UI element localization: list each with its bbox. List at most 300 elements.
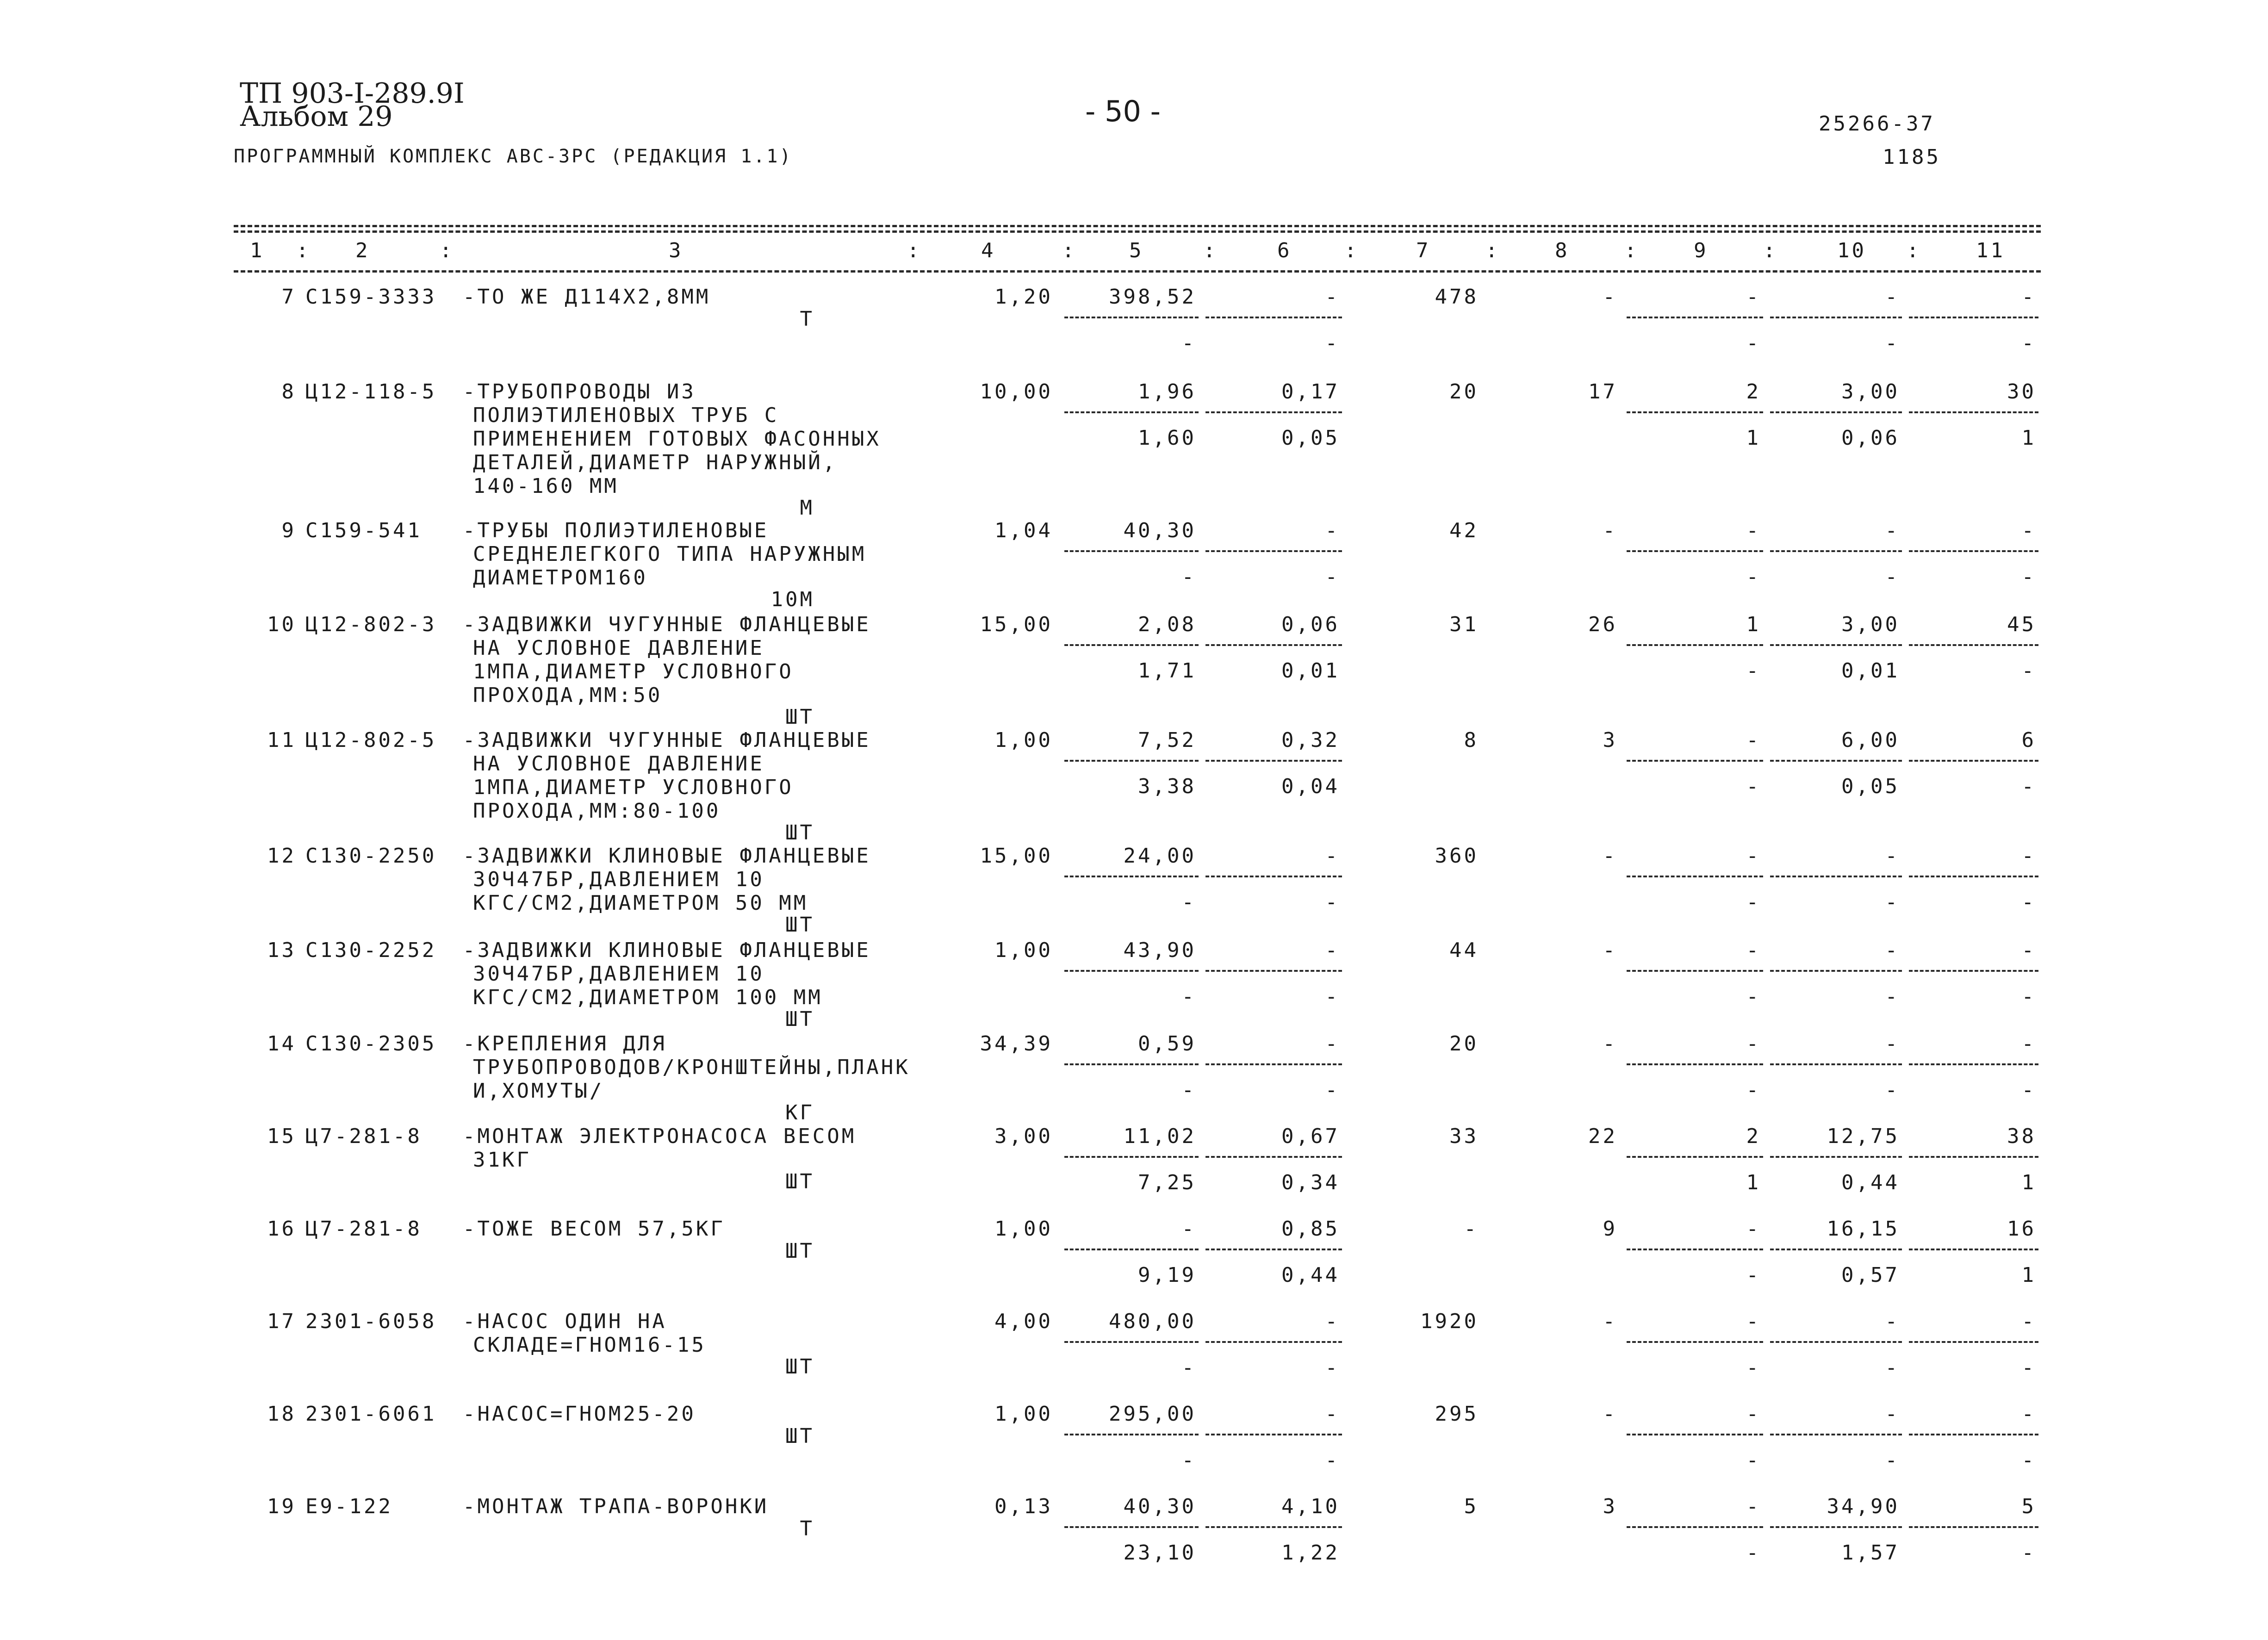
cell-c10: - [1885, 1032, 1900, 1056]
cell-c8: 3 [1603, 728, 1617, 752]
row-description-line: -НАСОС=ГНОМ25-20 [463, 1402, 696, 1426]
cell-c6-sub: 0,44 [1281, 1263, 1340, 1287]
row-code: Ц12-802-3 [305, 613, 437, 636]
cell-c10: 12,75 [1827, 1124, 1900, 1148]
cell-c5-sub: 1,60 [1138, 426, 1196, 450]
column-separator: : [1907, 239, 1921, 262]
row-description-line: КГС/СМ2,ДИАМЕТРОМ 50 ММ [473, 891, 808, 915]
cell-c5: 40,30 [1123, 1495, 1196, 1518]
row-description-line: НА УСЛОВНОЕ ДАВЛЕНИЕ [473, 636, 764, 660]
row-description-line: 1МПА,ДИАМЕТР УСЛОВНОГО [473, 660, 794, 683]
row-number: 13 [267, 938, 296, 962]
cell-c10-sub: - [1885, 1078, 1900, 1102]
cell-c4: 4,00 [994, 1310, 1053, 1333]
cell-c8: - [1603, 285, 1617, 309]
cell-c6-sub: 0,34 [1281, 1171, 1340, 1194]
cell-divider [1770, 1526, 1902, 1528]
cell-c4: 3,00 [994, 1124, 1053, 1148]
cell-c11: - [2021, 844, 2036, 868]
cell-divider [1627, 411, 1763, 413]
cell-divider [1205, 644, 1342, 646]
cell-c10-sub: 0,44 [1841, 1171, 1900, 1194]
cell-c6-sub: - [1325, 1078, 1340, 1102]
cell-c9: - [1746, 844, 1761, 868]
cell-c10-sub: - [1885, 985, 1900, 1008]
cell-c11: - [2021, 519, 2036, 542]
cell-c5-sub: 9,19 [1138, 1263, 1196, 1287]
cell-c11: - [2021, 1310, 2036, 1333]
cell-c5-sub: - [1181, 1078, 1196, 1102]
cell-c11-sub: 1 [2021, 426, 2036, 450]
cell-divider [1064, 1249, 1199, 1250]
row-description-line: 140-160 ММ [473, 474, 619, 498]
cell-divider [1770, 1249, 1902, 1250]
row-description-line: 30Ч47БР,ДАВЛЕНИЕМ 10 [473, 962, 764, 986]
cell-c6: 4,10 [1281, 1495, 1340, 1518]
document-code: 25266-37 [1819, 112, 1935, 136]
cell-c9: - [1746, 519, 1761, 542]
cell-c9: 2 [1746, 1124, 1761, 1148]
cell-c7: 5 [1464, 1495, 1479, 1518]
cell-divider [1064, 550, 1199, 552]
column-separator: : [907, 239, 922, 262]
cell-c5: 480,00 [1109, 1310, 1196, 1333]
cell-c9: - [1746, 285, 1761, 309]
column-header-4: 4 [981, 239, 996, 262]
column-separator: : [1763, 239, 1778, 262]
cell-divider [1205, 1249, 1342, 1250]
cell-divider [1770, 317, 1902, 318]
cell-c4: 10,00 [980, 380, 1053, 404]
cell-c10-sub: - [1885, 331, 1900, 355]
cell-divider [1770, 550, 1902, 552]
cell-c9: - [1746, 1217, 1761, 1241]
row-code: Ц12-118-5 [305, 380, 437, 404]
cell-divider [1909, 644, 2038, 646]
row-number: 17 [267, 1310, 296, 1333]
cell-divider [1627, 1156, 1763, 1158]
cell-c11: - [2021, 285, 2036, 309]
cell-c9-sub: - [1746, 659, 1761, 683]
row-description-line: И,ХОМУТЫ/ [473, 1079, 604, 1103]
cell-divider [1909, 1156, 2038, 1158]
cell-c11: 6 [2021, 728, 2036, 752]
cell-divider [1627, 550, 1763, 552]
top-rule-2 [234, 230, 2041, 233]
cell-c6: 0,06 [1281, 613, 1340, 636]
series-title: ТП 903-I-289.9I [240, 77, 465, 110]
row-description-line: КГС/СМ2,ДИАМЕТРОМ 100 ММ [473, 986, 823, 1009]
cell-c6-sub: 0,01 [1281, 659, 1340, 683]
cell-c6-sub: - [1325, 985, 1340, 1008]
cell-c6-sub: 1,22 [1281, 1541, 1340, 1565]
column-separator: : [1344, 239, 1359, 262]
cell-c11: - [2021, 1402, 2036, 1426]
cell-divider [1064, 1434, 1199, 1435]
cell-divider [1205, 876, 1342, 877]
cell-c10: - [1885, 1402, 1900, 1426]
cell-c10-sub: 0,06 [1841, 426, 1900, 450]
header-bottom-rule [234, 270, 2041, 273]
cell-c10-sub: 1,57 [1841, 1541, 1900, 1565]
cell-divider [1064, 760, 1199, 762]
cell-c9-sub: - [1746, 331, 1761, 355]
cell-c5: 1,96 [1138, 380, 1196, 404]
row-number: 19 [267, 1495, 296, 1518]
cell-c5-sub: - [1181, 565, 1196, 589]
cell-c5-sub: - [1181, 890, 1196, 914]
cell-divider [1909, 550, 2038, 552]
cell-c5-sub: - [1181, 1356, 1196, 1379]
cell-divider [1909, 1434, 2038, 1435]
cell-divider [1909, 760, 2038, 762]
row-unit: КГ [785, 1101, 814, 1124]
cell-c10-sub: - [1885, 890, 1900, 914]
column-separator: : [1203, 239, 1218, 262]
cell-c5-sub: - [1181, 1448, 1196, 1472]
row-code: 2301-6061 [305, 1402, 437, 1426]
cell-c5-sub: 1,71 [1138, 659, 1196, 683]
cell-divider [1627, 876, 1763, 877]
cell-c11: 5 [2021, 1495, 2036, 1518]
cell-c11: 16 [2007, 1217, 2036, 1241]
row-unit: ШТ [785, 705, 814, 729]
row-code: С159-541 [305, 519, 422, 542]
row-number: 8 [281, 380, 296, 404]
row-number: 16 [267, 1217, 296, 1241]
row-description-line: -ТОЖЕ ВЕСОМ 57,5КГ [463, 1217, 725, 1241]
cell-divider [1627, 1063, 1763, 1065]
row-description-line: -НАСОС ОДИН НА [463, 1310, 667, 1333]
row-number: 11 [267, 728, 296, 752]
cell-c6: - [1325, 519, 1340, 542]
row-description-line: ТРУБОПРОВОДОВ/КРОНШТЕЙНЫ,ПЛАНК [473, 1056, 910, 1079]
cell-c7: 360 [1435, 844, 1479, 868]
cell-divider [1909, 1526, 2038, 1528]
cell-c6: - [1325, 1310, 1340, 1333]
cell-divider [1627, 1341, 1763, 1343]
cell-divider [1064, 1341, 1199, 1343]
cell-c9-sub: - [1746, 1356, 1761, 1379]
row-number: 10 [267, 613, 296, 636]
cell-c4: 15,00 [980, 613, 1053, 636]
row-description-line: 30Ч47БР,ДАВЛЕНИЕМ 10 [473, 868, 764, 891]
cell-c9-sub: 1 [1746, 1171, 1761, 1194]
row-code: 2301-6058 [305, 1310, 437, 1333]
row-description-line: -ЗАДВИЖКИ ЧУГУННЫЕ ФЛАНЦЕВЫЕ [463, 728, 871, 752]
cell-c7: 295 [1435, 1402, 1479, 1426]
cell-c10: - [1885, 938, 1900, 962]
column-separator: : [1062, 239, 1077, 262]
row-description-line: ПРОХОДА,ММ:50 [473, 683, 663, 707]
cell-c5: 398,52 [1109, 285, 1196, 309]
column-header-6: 6 [1277, 239, 1292, 262]
cell-divider [1064, 970, 1199, 972]
row-number: 7 [281, 285, 296, 309]
cell-c11-sub: - [2021, 890, 2036, 914]
cell-c8: - [1603, 844, 1617, 868]
cell-c10-sub: 0,05 [1841, 775, 1900, 798]
cell-c4: 1,00 [994, 938, 1053, 962]
row-code: Ц12-802-5 [305, 728, 437, 752]
cell-c8: 22 [1588, 1124, 1617, 1148]
column-header-11: 11 [1976, 239, 2005, 262]
cell-divider [1770, 411, 1902, 413]
cell-c4: 1,20 [994, 285, 1053, 309]
row-code: Ц7-281-8 [305, 1217, 422, 1241]
cell-c11: 30 [2007, 380, 2036, 404]
cell-divider [1770, 1341, 1902, 1343]
cell-c9: - [1746, 1310, 1761, 1333]
column-header-8: 8 [1555, 239, 1570, 262]
cell-c10: - [1885, 844, 1900, 868]
cell-c11: 38 [2007, 1124, 2036, 1148]
cell-c5: 2,08 [1138, 613, 1196, 636]
column-header-5: 5 [1129, 239, 1144, 262]
cell-c4: 1,00 [994, 1217, 1053, 1241]
cell-c11-sub: - [2021, 1448, 2036, 1472]
row-description-line: -ТРУБЫ ПОЛИЭТИЛЕНОВЫЕ [463, 519, 769, 542]
cell-c7: 31 [1449, 613, 1479, 636]
column-header-7: 7 [1416, 239, 1431, 262]
cell-c11-sub: - [2021, 775, 2036, 798]
cell-c11-sub: - [2021, 331, 2036, 355]
cell-c11-sub: - [2021, 659, 2036, 683]
cell-c11-sub: - [2021, 565, 2036, 589]
row-description-line: ДИАМЕТРОМ160 [473, 566, 648, 590]
cell-c9: 1 [1746, 613, 1761, 636]
cell-c9: 2 [1746, 380, 1761, 404]
sheet-number: 1185 [1883, 145, 1941, 169]
cell-c5-sub: - [1181, 331, 1196, 355]
cell-divider [1909, 1341, 2038, 1343]
cell-c9-sub: - [1746, 565, 1761, 589]
cell-c11-sub: 1 [2021, 1263, 2036, 1287]
row-unit: ШТ [785, 1424, 814, 1448]
row-number: 14 [267, 1032, 296, 1056]
column-separator: : [1485, 239, 1500, 262]
cell-c5: 24,00 [1123, 844, 1196, 868]
row-description-line: 1МПА,ДИАМЕТР УСЛОВНОГО [473, 776, 794, 799]
cell-c5: 295,00 [1109, 1402, 1196, 1426]
cell-c10-sub: - [1885, 1356, 1900, 1379]
row-number: 9 [281, 519, 296, 542]
cell-c9-sub: - [1746, 890, 1761, 914]
cell-c9: - [1746, 1495, 1761, 1518]
cell-c5-sub: 3,38 [1138, 775, 1196, 798]
cell-c4: 1,00 [994, 728, 1053, 752]
cell-c6: - [1325, 285, 1340, 309]
cell-divider [1064, 411, 1199, 413]
cell-divider [1064, 1156, 1199, 1158]
cell-c11-sub: - [2021, 985, 2036, 1008]
cell-c7: - [1464, 1217, 1479, 1241]
cell-c8: - [1603, 1032, 1617, 1056]
cell-c8: - [1603, 938, 1617, 962]
cell-c6: - [1325, 1032, 1340, 1056]
cell-c10-sub: 0,57 [1841, 1263, 1900, 1287]
cell-divider [1909, 1063, 2038, 1065]
row-code: С130-2250 [305, 844, 437, 868]
cell-divider [1064, 876, 1199, 877]
row-description-line: -ЗАДВИЖКИ ЧУГУННЫЕ ФЛАНЦЕВЫЕ [463, 613, 871, 636]
cell-c8: - [1603, 1402, 1617, 1426]
row-unit: ШТ [785, 913, 814, 937]
column-separator: : [296, 239, 311, 262]
cell-divider [1909, 970, 2038, 972]
row-unit: М [800, 496, 814, 520]
cell-divider [1064, 1526, 1199, 1528]
row-code: С130-2305 [305, 1032, 437, 1056]
row-unit: ШТ [785, 821, 814, 845]
cell-divider [1205, 1156, 1342, 1158]
cell-divider [1909, 876, 2038, 877]
cell-c9: - [1746, 728, 1761, 752]
row-description-line: -МОНТАЖ ЭЛЕКТРОНАСОСА ВЕСОМ [463, 1124, 857, 1148]
cell-c7: 42 [1449, 519, 1479, 542]
cell-c7: 1920 [1420, 1310, 1479, 1333]
cell-divider [1770, 876, 1902, 877]
row-description-line: -ЗАДВИЖКИ КЛИНОВЫЕ ФЛАНЦЕВЫЕ [463, 938, 871, 962]
cell-c10: 6,00 [1841, 728, 1900, 752]
cell-c4: 15,00 [980, 844, 1053, 868]
cell-divider [1205, 411, 1342, 413]
cell-divider [1909, 411, 2038, 413]
cell-c5: - [1181, 1217, 1196, 1241]
column-header-9: 9 [1694, 239, 1709, 262]
cell-divider [1205, 1526, 1342, 1528]
cell-c9-sub: - [1746, 775, 1761, 798]
row-description-line: ПРИМЕНЕНИЕМ ГОТОВЫХ ФАСОННЫХ [473, 427, 881, 451]
cell-divider [1627, 1249, 1763, 1250]
cell-c5: 43,90 [1123, 938, 1196, 962]
cell-c9-sub: - [1746, 1448, 1761, 1472]
row-description-line: -ТО ЖЕ Д114Х2,8ММ [463, 285, 711, 309]
cell-divider [1770, 1156, 1902, 1158]
cell-c4: 34,39 [980, 1032, 1053, 1056]
cell-c7: 33 [1449, 1124, 1479, 1148]
cell-c5: 40,30 [1123, 519, 1196, 542]
cell-c9-sub: 1 [1746, 426, 1761, 450]
row-unit: ШТ [785, 1355, 814, 1379]
cell-c10: 34,90 [1827, 1495, 1900, 1518]
row-description-line: 31КГ [473, 1148, 531, 1172]
cell-c6: - [1325, 938, 1340, 962]
cell-c7: 20 [1449, 380, 1479, 404]
row-code: Е9-122 [305, 1495, 393, 1518]
column-header-3: 3 [669, 239, 684, 262]
cell-c4: 1,00 [994, 1402, 1053, 1426]
page-number: - 50 - [1085, 94, 1161, 128]
row-unit: ШТ [785, 1239, 814, 1263]
cell-c5: 0,59 [1138, 1032, 1196, 1056]
cell-c8: 9 [1603, 1217, 1617, 1241]
cell-c6-sub: 0,05 [1281, 426, 1340, 450]
cell-c9-sub: - [1746, 1541, 1761, 1565]
top-rule [234, 225, 2041, 227]
cell-c9-sub: - [1746, 985, 1761, 1008]
cell-divider [1770, 1063, 1902, 1065]
cell-c9-sub: - [1746, 1263, 1761, 1287]
cell-c10: 16,15 [1827, 1217, 1900, 1241]
row-code: С130-2252 [305, 938, 437, 962]
cell-c6-sub: - [1325, 331, 1340, 355]
cell-c8: - [1603, 519, 1617, 542]
cell-divider [1627, 317, 1763, 318]
cell-c7: 8 [1464, 728, 1479, 752]
cell-c5-sub: - [1181, 985, 1196, 1008]
cell-divider [1627, 970, 1763, 972]
cell-c8: - [1603, 1310, 1617, 1333]
cell-divider [1627, 1434, 1763, 1435]
cell-c8: 26 [1588, 613, 1617, 636]
cell-divider [1909, 1249, 2038, 1250]
row-description-line: -КРЕПЛЕНИЯ ДЛЯ [463, 1032, 667, 1056]
row-description-line: СКЛАДЕ=ГНОМ16-15 [473, 1333, 706, 1357]
cell-c5: 7,52 [1138, 728, 1196, 752]
cell-c4: 1,04 [994, 519, 1053, 542]
cell-c6: 0,32 [1281, 728, 1340, 752]
cell-c7: 20 [1449, 1032, 1479, 1056]
cell-divider [1770, 1434, 1902, 1435]
cell-c10: - [1885, 285, 1900, 309]
cell-c9: - [1746, 1402, 1761, 1426]
row-description-line: ДЕТАЛЕЙ,ДИАМЕТР НАРУЖНЫЙ, [473, 451, 838, 474]
cell-c11-sub: - [2021, 1541, 2036, 1565]
cell-c4: 0,13 [994, 1495, 1053, 1518]
column-header-10: 10 [1837, 239, 1866, 262]
row-unit: ШТ [785, 1170, 814, 1193]
cell-divider [1627, 644, 1763, 646]
row-description-line: -ТРУБОПРОВОДЫ ИЗ [463, 380, 696, 404]
cell-divider [1770, 644, 1902, 646]
cell-c6: 0,17 [1281, 380, 1340, 404]
cell-c10-sub: 0,01 [1841, 659, 1900, 683]
cell-divider [1064, 317, 1199, 318]
cell-c6-sub: - [1325, 565, 1340, 589]
cell-divider [1627, 1526, 1763, 1528]
row-description-line: -МОНТАЖ ТРАПА-ВОРОНКИ [463, 1495, 769, 1518]
cell-divider [1205, 970, 1342, 972]
cell-c10: 3,00 [1841, 380, 1900, 404]
cell-c6: 0,85 [1281, 1217, 1340, 1241]
row-number: 18 [267, 1402, 296, 1426]
cell-c9: - [1746, 1032, 1761, 1056]
cell-c6: - [1325, 844, 1340, 868]
row-number: 15 [267, 1124, 296, 1148]
cell-divider [1205, 317, 1342, 318]
cell-c10: 3,00 [1841, 613, 1900, 636]
row-description-line: НА УСЛОВНОЕ ДАВЛЕНИЕ [473, 752, 764, 776]
cell-divider [1770, 970, 1902, 972]
row-unit: Т [800, 307, 814, 331]
cell-c6: 0,67 [1281, 1124, 1340, 1148]
cell-divider [1909, 317, 2038, 318]
row-unit: 10М [770, 588, 814, 611]
cell-c5: 11,02 [1123, 1124, 1196, 1148]
row-unit: ШТ [785, 1007, 814, 1031]
cell-c11-sub: - [2021, 1078, 2036, 1102]
cell-c11-sub: - [2021, 1356, 2036, 1379]
cell-c7: 478 [1435, 285, 1479, 309]
row-description-line: ПРОХОДА,ММ:80-100 [473, 799, 721, 823]
cell-c6-sub: - [1325, 890, 1340, 914]
row-unit: Т [800, 1517, 814, 1541]
cell-c11-sub: 1 [2021, 1171, 2036, 1194]
cell-divider [1064, 644, 1199, 646]
cell-c6: - [1325, 1402, 1340, 1426]
column-separator: : [1624, 239, 1639, 262]
